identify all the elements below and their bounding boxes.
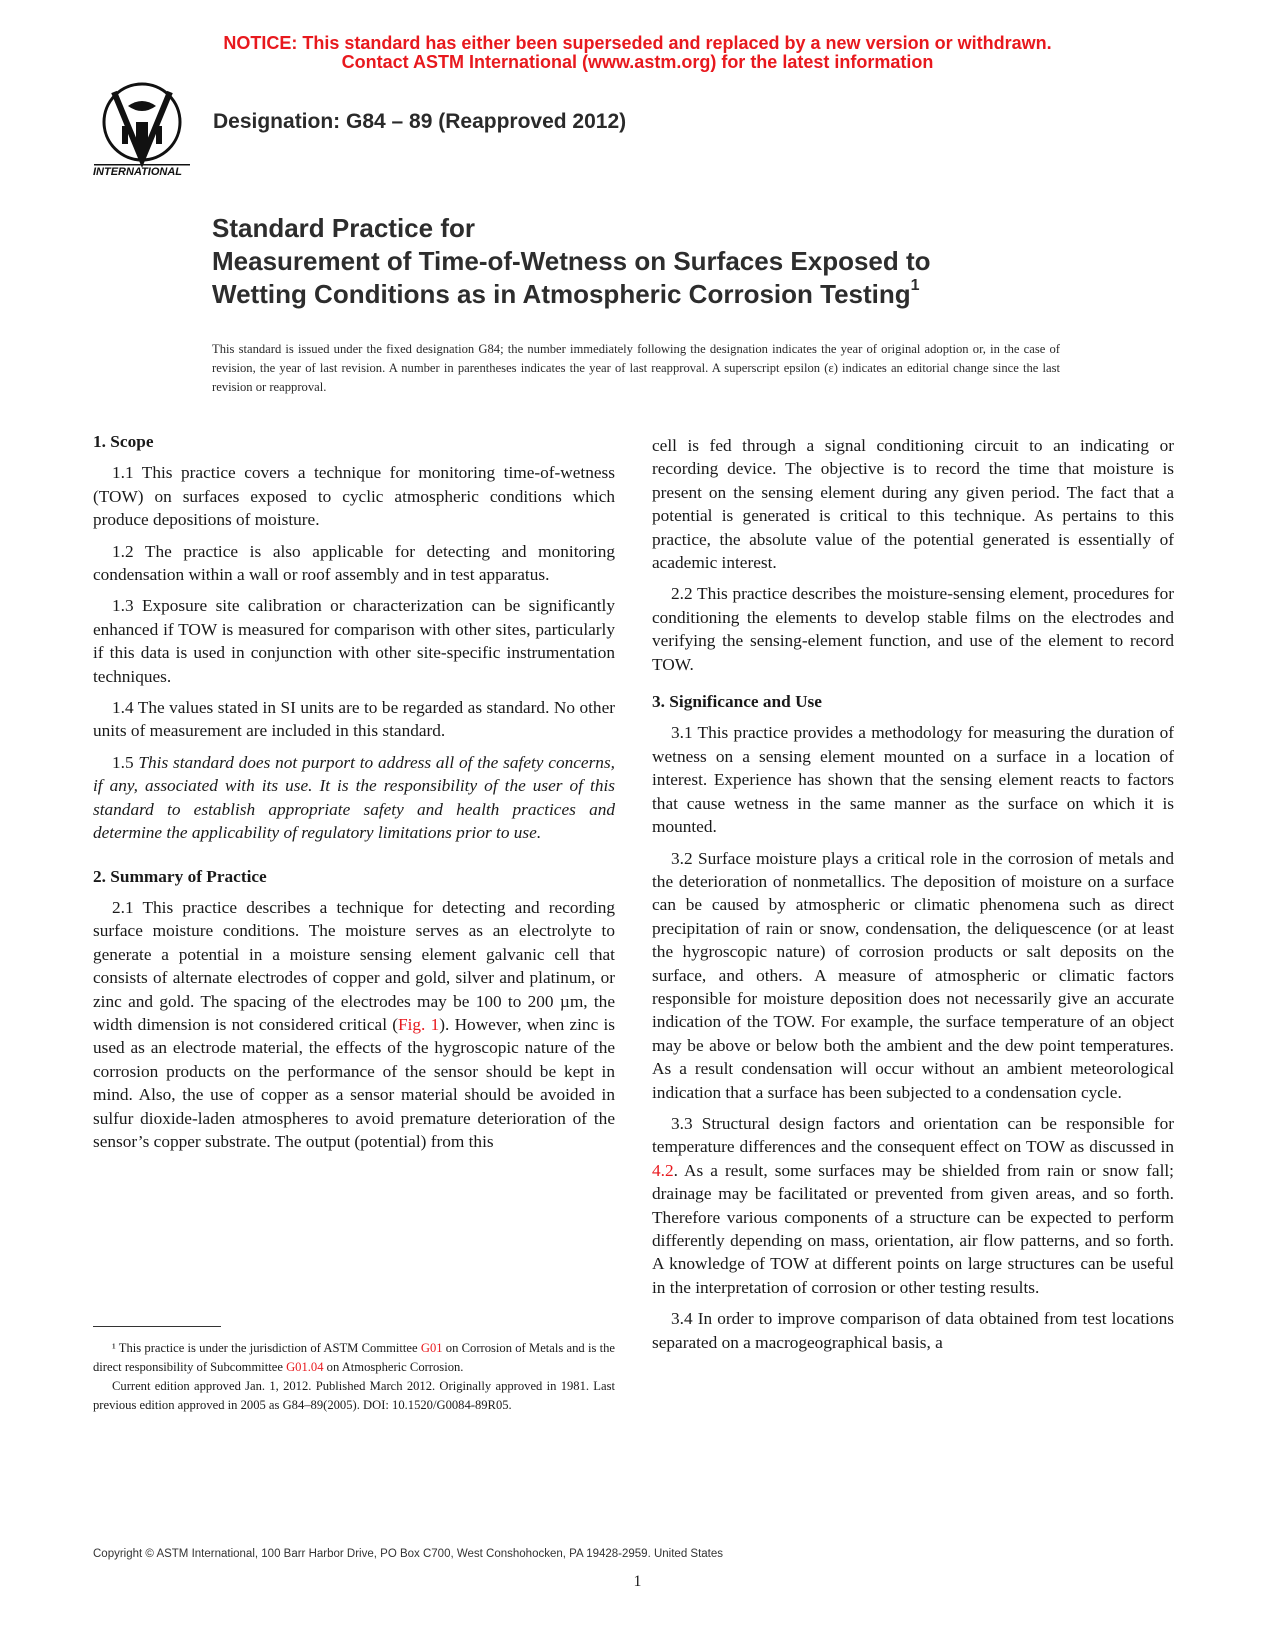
para-3-3-part-b: . As a result, some surfaces may be shielded from rain or snow fall; drainage may be facilitated or prevented from given areas, and so forth. Therefore various components of a structure can be expected to perform differently depending on mass, orientation, air flow patterns, and so forth. A knowledge of TOW at different points on large structures can be useful in the interpretation of corrosion or other testing results.	[652, 1160, 1174, 1297]
copyright-line: Copyright © ASTM International, 100 Barr Harbor Drive, PO Box C700, West Conshohocken, PA 19428-2959. United States	[93, 1548, 724, 1560]
para-1-2: 1.2 The practice is also applicable for detecting and monitoring condensation within a wall or roof assembly and in test apparatus.	[93, 541, 615, 585]
title-line-3-text: Wetting Conditions as in Atmospheric Corrosion Testing	[212, 279, 911, 309]
heading-significance: 3. Significance and Use	[652, 692, 822, 712]
heading-scope: 1. Scope	[93, 432, 154, 451]
para-3-4: 3.4 In order to improve comparison of data obtained from test locations separated on a macrogeographical basis, a	[652, 1309, 1174, 1352]
para-2-2: 2.2 This practice describes the moisture-sensing element, procedures for conditioning the elements to develop stable films on the electrodes and verifying the sensing-element function, and use of the element to record TOW.	[652, 584, 1174, 674]
title-line-2: Measurement of Time-of-Wetness on Surfaces Exposed to	[212, 246, 931, 276]
para-1-1: 1.1 This practice covers a technique for monitoring time-of-wetness (TOW) on surfaces exposed to cyclic atmospheric conditions which produce depositions of moisture.	[93, 463, 615, 530]
designation: Designation: G84 – 89 (Reapproved 2012)	[213, 110, 627, 133]
title-footnote-mark: 1	[910, 277, 920, 294]
issued-note: This standard is issued under the fixed designation G84; the number immediately following the designation indicates the year of original adoption or, in the case of revision, the year of last revision. A number in parentheses indicates the year of last reapproval. A superscript epsilon (ε) indicates an editorial change since the last revision or reapproval.	[212, 342, 1060, 394]
para-2-1-continued: cell is fed through a signal conditioning circuit to an indicating or recording device. The objective is to record the time that moisture is present on the sensing element during any given period. The fact that a potential is generated is critical to this technique. As pertains to this practice, the absolute value of the potential generated is essentially of academic interest.	[652, 436, 1174, 573]
withdrawal-notice	[0, 34, 1275, 72]
footnote-1-part-a: ¹ This practice is under the jurisdiction of ASTM Committee	[112, 1341, 421, 1355]
left-column	[93, 430, 615, 1161]
footnotes	[93, 1339, 615, 1415]
title-line-3	[212, 278, 1172, 311]
para-3-2: 3.2 Surface moisture plays a critical role in the corrosion of metals and the deterioration of nonmetallics. The deposition of moisture on a surface can be caused by atmospheric or climatic phenomena such as direct precipitation of rain or snow, condensation, the deliquescence (or at least the hygroscopic nature) of corrosion products or salt deposits on the surface, and others. A measure of atmospheric or climatic factors responsible for moisture deposition does not necessarily give an accurate indication of the TOW. For example, the surface temperature of an object may be above or below both the ambient and the dew point temperatures. As a result condensation will occur without an ambient meteorological indication that a surface has been subjected to a condensation cycle.	[652, 848, 1174, 1102]
para-3-3-part-a: 3.3 Structural design factors and orientation can be responsible for temperature differences and the consequent effect on TOW as discussed in	[652, 1113, 1174, 1157]
para-2-1-part-a: 2.1 This practice describes a technique for detecting and recording surface moisture conditions. The moisture serves as an electrolyte to generate a potential in a moisture sensing element galvanic cell that consists of alternate electrodes of copper and gold, silver and platinum, or zinc and gold. The spacing of the electrodes may be 100 to 200 µm, the width dimension is not considered critical (	[93, 897, 615, 1034]
notice-line-1: NOTICE: This standard has either been superseded and replaced by a new version or withdrawn.	[223, 33, 1052, 53]
footnote-1-part-b: on Corrosion of Metals and is the direct responsibility of Subcommittee	[93, 1341, 615, 1374]
para-3-3	[652, 1112, 1174, 1299]
g01-link[interactable]: G01	[420, 1341, 443, 1355]
page-number: 1	[633, 1573, 642, 1590]
para-1-5-text: This standard does not purport to address all of the safety concerns, if any, associated with its use. It is the responsibility of the user of this standard to establish appropriate safety and health practices and determine the applicability of regulatory limitations prior to use.	[93, 752, 615, 843]
footnote-1	[93, 1339, 615, 1376]
para-2-1	[93, 896, 615, 1153]
para-1-5-num: 1.5	[112, 752, 139, 772]
footnote-rule	[93, 1326, 221, 1327]
logo-label: INTERNATIONAL	[93, 166, 183, 178]
fig-1-link[interactable]: Fig. 1	[398, 1014, 440, 1034]
title-line-1: Standard Practice for	[212, 213, 475, 243]
para-1-4: 1.4 The values stated in SI units are to be regarded as standard. No other units of measurement are included in this standard.	[93, 698, 615, 741]
astm-logo	[92, 82, 204, 178]
para-2-1-part-b: ). However, when zinc is used as an electrode material, the effects of the hygroscopic nature of the corrosion products on the performance of the sensor should be kept in mind. Also, the use of copper as a sensor material should be avoided in sulfur dioxide-laden atmospheres to avoid premature deterioration of the sensor’s copper substrate. The output (potential) from this	[93, 1014, 616, 1151]
document-title	[212, 212, 1172, 311]
g01-04-link[interactable]: G01.04	[286, 1359, 324, 1374]
para-1-5	[93, 751, 615, 845]
footnote-2: Current edition approved Jan. 1, 2012. Published March 2012. Originally approved in 1981. Last previous edition approved in 2005 as G84–89(2005). DOI: 10.1520/G0084-89R05.	[93, 1379, 615, 1412]
heading-summary: 2. Summary of Practice	[93, 866, 267, 886]
para-1-3: 1.3 Exposure site calibration or characterization can be significantly enhanced if TOW is measured for comparison with other sites, particularly if this data is used in conjunction with other site-specific instrumentation techniques.	[93, 596, 615, 686]
para-3-1: 3.1 This practice provides a methodology for measuring the duration of wetness on a sensing element mounted on a surface in a location of interest. Experience has shown that the sensing element reacts to factors that cause wetness in the same manner as the surface on which it is mounted.	[652, 723, 1174, 837]
notice-line-2: Contact ASTM International (www.astm.org) for the latest information	[341, 52, 934, 72]
astm-logo-icon	[92, 82, 204, 178]
right-column	[652, 434, 1174, 1362]
section-4-2-link[interactable]: 4.2	[652, 1160, 674, 1180]
footnote-1-part-c: on Atmospheric Corrosion.	[323, 1359, 464, 1374]
